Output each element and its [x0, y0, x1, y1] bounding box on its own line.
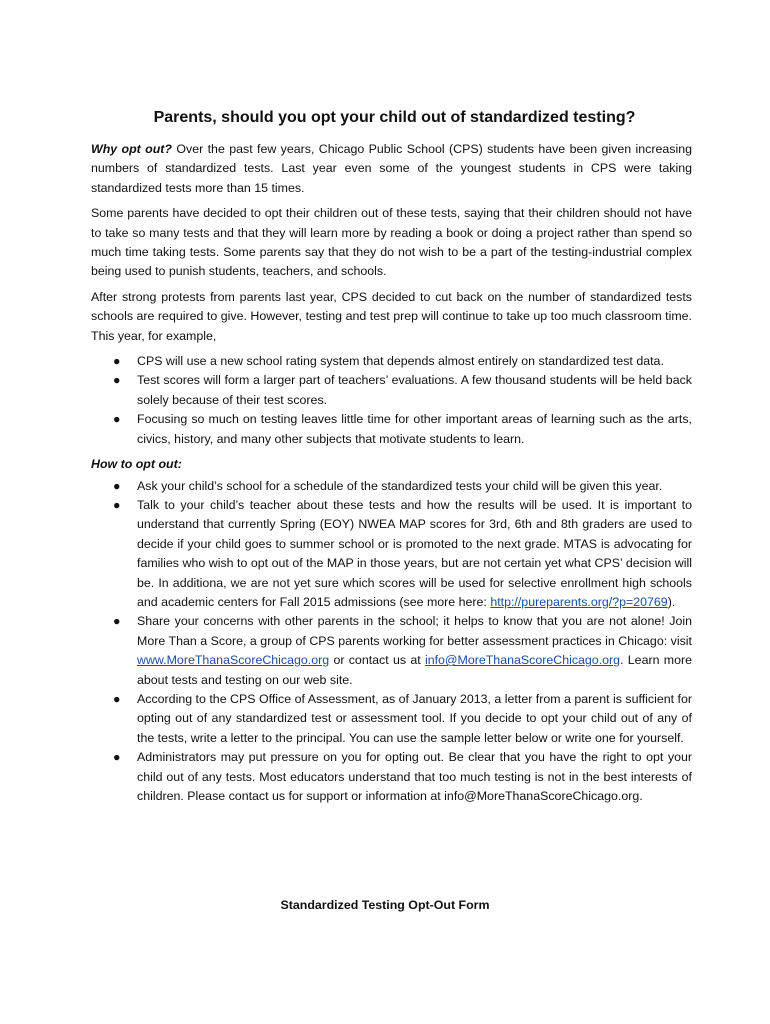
- bullet-icon: ●: [113, 354, 121, 369]
- bullet-icon: ●: [113, 497, 121, 512]
- bullet-icon: ●: [113, 614, 121, 629]
- why-paragraph: [91, 140, 692, 198]
- bullet-icon: ●: [113, 412, 121, 427]
- why-lead: Why opt out?: [91, 142, 173, 156]
- list-item: ● According to the CPS Office of Assessment, as of January 2013, a letter from a parent is sufficient for opting out of any standardized test or assessment tool. If you decide to opt your child out of any of the tests, write a letter to the principal. You can use the sample letter below or write one for yourself.: [113, 691, 692, 745]
- document-body: [91, 108, 692, 812]
- page-title: Parents, should you opt your child out of standardized testing?: [153, 109, 636, 126]
- list-item: ● CPS will use a new school rating system that depends almost entirely on standardized test data.: [91, 352, 692, 371]
- morethanascore-website-link[interactable]: www.MoreThanaScoreChicago.org: [137, 653, 330, 668]
- how-to-list: [91, 477, 692, 807]
- list-item: ● Administrators may put pressure on you for opting out. Be clear that you have the right to opt your child out of any tests. Most educators understand that too much testing is not in the best interests of children. Please contact us for support or information at info@MoreThanaScoreChicago.org.: [113, 750, 692, 803]
- why-text: Over the past few years, Chicago Public School (CPS) students have been given increasing numbers of standardized tests. Last year even some of the youngest students in CPS were taking standardized tests more than 15 times.: [91, 142, 692, 195]
- paragraph-2: Some parents have decided to opt their children out of these tests, saying that their children should not have to take so many tests and that they will learn more by reading a book or doing a project rather than spend so much time taking tests. Some parents say that they do not wish to be a part of the testing-industrial complex being used to punish students, teachers, and schools.: [91, 206, 692, 279]
- reasons-list: [91, 352, 692, 449]
- morethanascore-email-link[interactable]: info@MoreThanaScoreChicago.org: [424, 653, 621, 668]
- bullet-icon: ●: [113, 750, 121, 765]
- list-item: ● Ask your child’s school for a schedule of the standardized tests your child will be given this year.: [91, 477, 692, 496]
- how-to-heading: How to opt out:: [91, 457, 182, 472]
- bullet-icon: ●: [113, 691, 121, 706]
- pureparents-link[interactable]: http://pureparents.org/?p=20769: [490, 594, 668, 609]
- opt-out-form-title: Standardized Testing Opt-Out Form: [280, 898, 490, 912]
- paragraph-3: After strong protests from parents last year, CPS decided to cut back on the number of standardized tests schools are required to give. However, testing and test prep will continue to take up too much classroom time. This year, for example,: [91, 289, 692, 343]
- bullet-icon: ●: [113, 478, 121, 493]
- bullet-icon: ●: [113, 373, 121, 388]
- list-item: ● Test scores will form a larger part of teachers’ evaluations. A few thousand students will be held back solely because of their test scores.: [113, 373, 692, 407]
- list-item: ● Share your concerns with other parents in the school; it helps to know that you are not alone! Join More Than a Score, a group of CPS parents working for better assessment practices in Chicago: visit www.MoreThanaScoreChicago.org or contact us at info@MoreThanaScoreChicago.org. Learn more about tests and testing on our web site.: [113, 614, 692, 687]
- list-item: ● Focusing so much on testing leaves little time for other important areas of learning such as the arts, civics, history, and many other subjects that motivate students to learn.: [113, 412, 692, 446]
- list-item: ● Talk to your child’s teacher about these tests and how the results will be used. It is important to understand that currently Spring (EOY) NWEA MAP scores for 3rd, 6th and 8th graders are used to decide if your child goes to summer school or is promoted to the next grade. MTAS is advocating for families who wish to opt out of the MAP in those years, but are not certain yet what CPS’ decision will be. In additiona, we are not yet sure which scores will be used for selective enrollment high schools and academic centers for Fall 2015 admissions (see more here: http://pureparents.org/?p=20769).: [113, 497, 692, 609]
